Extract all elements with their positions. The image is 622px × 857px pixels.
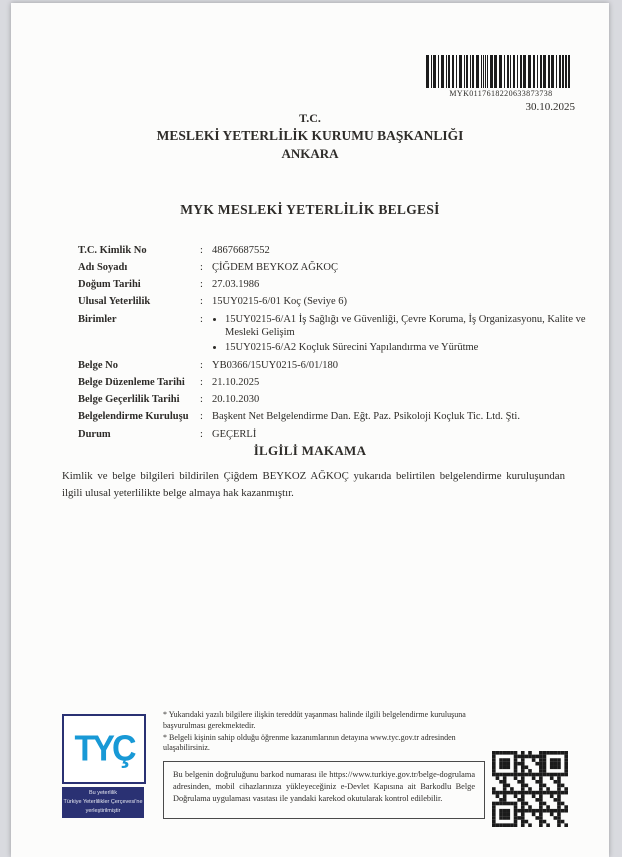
field-label-durum: Durum (78, 428, 111, 440)
barcode-number: MYK0117618220633873738 (449, 89, 553, 98)
field-label-birimler: Birimler (78, 313, 117, 325)
tyc-logo-icon: TYÇ (74, 729, 134, 769)
field-value-belge-no: YB0366/15UY0215-6/01/180 (212, 359, 338, 371)
field-value-durum: GEÇERLİ (212, 428, 257, 440)
field-value-belgelendirme-kurulusu: Başkent Net Belgelendirme Dan. Eğt. Paz. Psikoloji Koçluk Tic. Ltd. Şti. (212, 411, 520, 423)
tyc-caption-line: yerleştirilmiştir (85, 807, 121, 814)
verification-box (163, 761, 485, 819)
field-label-ulusal-yeterlilik: Ulusal Yeterlilik (78, 296, 151, 308)
tyc-logo-box (62, 714, 146, 784)
verification-text: Bu belgenin doğruluğunu barkod numarası ile https://www.turkiye.gov.tr/belge-dogrulama adresinden, mobil cihazlarınıza yükleyeceğiniz e-Devlet Kapısına ait Barkodlu Belge Doğrulama uygulaması vasıtası ile yandaki karekod okutularak kontrol edilebilir. (173, 770, 475, 804)
tyc-caption-line: Bu yeterlilik (88, 790, 118, 797)
letterhead-institution: MESLEKİ YETERLİLİK KURUMU BAŞKANLIĞI (156, 128, 464, 143)
field-separator: : (200, 394, 203, 406)
qr-code (492, 751, 568, 827)
field-label-duzenleme-tarihi: Belge Düzenleme Tarihi (78, 377, 185, 389)
field-value-kimlik-no: 48676687552 (212, 245, 270, 256)
barcode-block (425, 55, 577, 98)
footnote: * Belgeli kişinin sahip olduğu öğrenme kazanımlarının detayına www.tyc.gov.tr adresinden ulaşabilirsiniz. (163, 732, 456, 753)
certificate-page (11, 3, 609, 857)
qr-code-icon (492, 751, 568, 827)
letterhead-city: ANKARA (281, 146, 339, 161)
footnotes (163, 710, 485, 755)
field-value-ulusal-yeterlilik: 15UY0215-6/01 Koç (Seviye 6) (212, 296, 348, 308)
field-separator: : (200, 313, 203, 325)
document-title: MYK MESLEKİ YETERLİLİK BELGESİ (180, 202, 440, 217)
field-separator: : (200, 359, 203, 371)
field-separator: : (200, 279, 203, 291)
field-label-gecerlilik-tarihi: Belge Geçerlilik Tarihi (78, 394, 180, 406)
field-separator: : (200, 377, 203, 389)
birimler-item: • 15UY0215-6/A1 İş Sağlığı ve Güvenliği, Çevre Koruma, İş Organizasyonu, Kalite ve Mesleki Gelişim (225, 313, 591, 340)
field-separator: : (200, 262, 203, 274)
field-label-dogum-tarihi: Doğum Tarihi (78, 279, 141, 291)
footnote: * Yukarıdaki yazılı bilgilere ilişkin tereddüt yaşanması halinde ilgili belgelendirme kuruluşuna başvurulması gerekmektedir. (163, 710, 466, 730)
field-label-belge-no: Belge No (78, 359, 118, 371)
field-value-duzenleme-tarihi: 21.10.2025 (212, 377, 260, 389)
field-label-kimlik-no: T.C. Kimlik No (78, 245, 147, 256)
field-separator: : (200, 296, 203, 308)
field-value-birimler (208, 313, 591, 356)
tyc-logo (62, 714, 146, 818)
field-label-adi-soyadi: Adı Soyadı (78, 262, 128, 274)
addressee-heading: İLGİLİ MAKAMA (253, 443, 367, 458)
tyc-caption-line: Türkiye Yeterlilikler Çerçevesi'ne (63, 799, 143, 806)
field-value-adi-soyadi: ÇİĞDEM BEYKOZ AĞKOÇ (212, 262, 338, 274)
addressee-body: Kimlik ve belge bilgileri bildirilen Çiğdem BEYKOZ AĞKOÇ yukarıda belirtilen belgelendirme kuruluşundan ilgili ulusal yeterlilikte belge almaya hak kazanmıştır. (62, 470, 565, 499)
barcode-icon (426, 55, 576, 88)
field-separator: : (200, 411, 203, 423)
certificate-fields (78, 244, 591, 441)
birimler-item: • 15UY0215-6/A2 Koçluk Sürecini Yapılandırma ve Yürütme (225, 341, 591, 355)
field-value-dogum-tarihi: 27.03.1986 (212, 279, 260, 291)
tyc-caption (62, 787, 144, 818)
field-separator: : (200, 428, 203, 440)
issue-date: 30.10.2025 (525, 101, 575, 113)
field-label-belgelendirme-kurulusu: Belgelendirme Kuruluşu (78, 411, 189, 423)
letterhead (11, 109, 609, 163)
letterhead-country: T.C. (299, 111, 321, 125)
field-value-gecerlilik-tarihi: 20.10.2030 (212, 394, 260, 406)
field-separator: : (200, 245, 203, 256)
birimler-list (212, 313, 591, 355)
